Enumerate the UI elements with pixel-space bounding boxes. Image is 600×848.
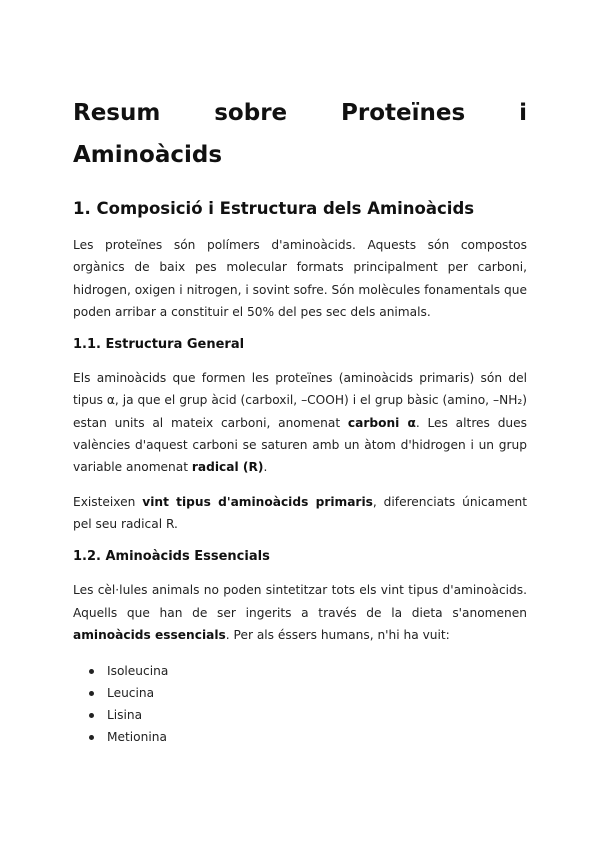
bold-term: carboni α [347,415,416,430]
text-run: Els aminoàcids que formen les proteïnes (aminoàcids primaris) són del tipus α, ja que el grup àcid (carboxil, –COOH) i el grup bàsic (amino, –NH₂) estan units al mateix carboni, anomenat [73,371,527,430]
list-item: Metionina [107,726,527,748]
title-line-1 [73,92,527,134]
text-run: . [263,460,268,475]
section-heading-1-1: 1.1. Estructura General [73,337,245,353]
section-1-1-paragraph-2 [73,491,527,536]
section-heading-1-2: 1.2. Aminoàcids Essencials [73,549,270,565]
text-run: . Les altres dues valències d'aquest carboni se saturen amb un àtom d'hidrogen i un grup variable anomenat [73,415,527,475]
text-run: Existeixen [73,494,143,509]
list-item: Leucina [107,682,527,704]
bold-term: radical (R) [191,460,264,475]
list-item: Lisina [107,704,527,726]
text-run: , diferenciats únicament pel seu radical R. [73,494,527,531]
bold-term: vint tipus d'aminoàcids primaris [142,494,373,509]
bold-term: aminoàcids essencials [73,627,226,642]
title-word: Proteïnes [341,100,466,126]
document-title [73,0,527,176]
title-line-2: Aminoàcids [73,142,223,168]
essential-amino-acids-list [73,660,527,748]
section-1-2-paragraph-1 [73,579,527,646]
section-1-intro: Les proteïnes són polímers d'aminoàcids. Aquests són compostos orgànics de baix pes molecular formats principalment per carboni, hidrogen, oxigen i nitrogen, i sovint sofre. Són molècules fonamentals que poden arribar a constituir el 50% del pes sec dels animals. [73,238,527,319]
title-word: i [519,100,527,126]
title-word: Resum [73,100,161,126]
text-run: Les cèl·lules animals no poden sintetitzar tots els vint tipus d'aminoàcids. Aquells que han de ser ingerits a través de la dieta s'anomenen [73,583,527,620]
list-item: Isoleucina [107,660,527,682]
title-word: sobre [214,100,288,126]
section-1-1-paragraph-1 [73,367,527,478]
section-heading-1: 1. Composició i Estructura dels Aminoàcids [73,199,475,218]
text-run: . Per als éssers humans, n'hi ha vuit: [225,627,450,642]
